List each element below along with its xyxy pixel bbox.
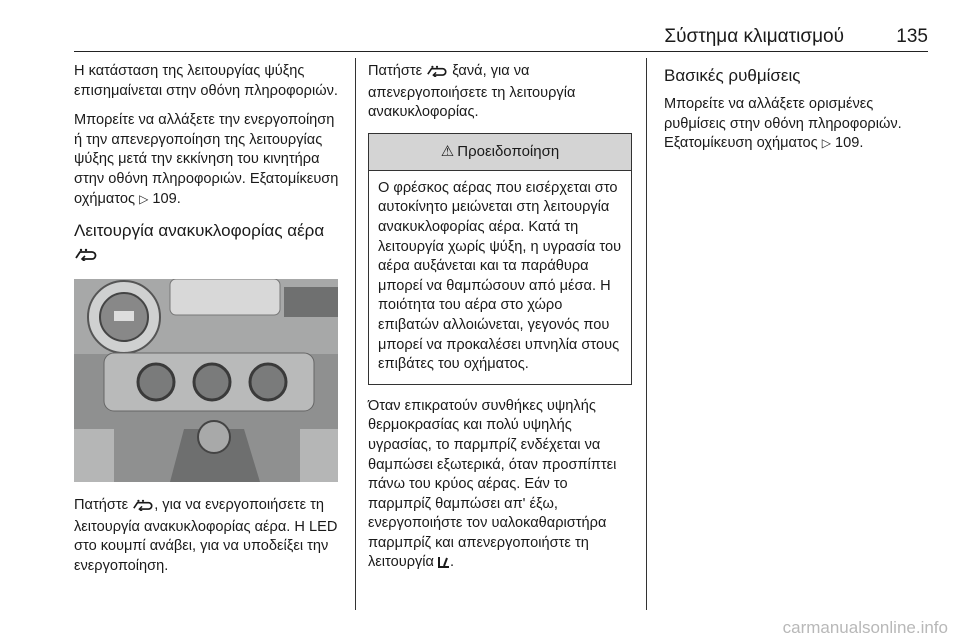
paragraph-text: ξανά, για να απενεργοποιήσετε τη λειτουργία ανακυκλοφορίας. [368,63,576,121]
sentence-end: . [450,554,455,571]
warning-box [368,133,632,385]
paragraph-text: Πατήστε [74,497,129,514]
section-heading [74,219,342,267]
page-reference[interactable]: 109. [835,135,864,152]
xref-arrow-icon: ▷ [821,136,831,151]
paragraph [74,111,342,209]
column-divider [646,58,647,610]
paragraph [368,397,632,575]
paragraph-text: Μπορείτε να αλλάξετε την ενεργοποίηση ή την απενεργοποίηση της λειτουργίας ψύξης μετά την εκκίνηση του κινητήρα στην οθόνη πληροφοριών. Εξατομίκευση οχήματος [74,112,339,207]
page-number: 135 [896,26,928,47]
section-title: Σύστημα κλιματισμού [664,26,844,47]
column-divider [355,58,356,610]
column-middle [368,62,632,585]
header-rule [74,51,928,52]
wiper-icon [438,555,450,575]
paragraph [368,62,632,123]
paragraph-text: , για να ενεργοποιήσετε τη λειτουργία ανακυκλοφορίας αέρα. Η LED στο κουμπί ανάβει, για να υποδείξει την ενεργοποίηση. [74,497,338,574]
climate-control-photo [74,279,338,482]
paragraph-text: Μπορείτε να αλλάξετε ορισμένες ρυθμίσεις στην οθόνη πληροφοριών. Εξατομίκευση οχήματος [664,96,902,152]
page-reference[interactable]: 109. [152,190,181,207]
paragraph-text: Πατήστε [368,63,423,79]
watermark: carmanualsonline.info [782,618,948,637]
heading-text: Λειτουργία ανακυκλοφορίας αέρα [74,221,325,241]
section-heading: Βασικές ρυθμίσεις [664,66,801,85]
column-left [74,62,342,587]
recirculation-icon [74,244,98,267]
paragraph-text: Όταν επικρατούν συνθήκες υψηλής θερμοκρασίας και πολύ υψηλής υγρασίας, το παρμπρίζ ενδέχεται να θαμπώσει εξωτερικά, όταν προσπίπτει πάνω του κρύος αέρας. Εάν το παρμπρίζ θαμπώσει απ' έξω, ενεργοποιήστε τον υαλοκαθαριστήρα παρμπρίζ και απενεργοποιήστε τη λειτουργία [368,397,617,571]
page-header [74,0,928,52]
recirculation-icon [132,498,154,518]
paragraph [664,95,928,154]
warning-title: Προειδοποίηση [457,142,560,160]
xref-arrow-icon: ▷ [139,191,149,206]
paragraph: Η κατάσταση της λειτουργίας ψύξης επισημαίνεται στην οθόνη πληροφοριών. [74,63,338,99]
column-right [664,62,928,164]
paragraph [74,496,342,576]
warning-triangle-icon: ⚠ [440,142,455,160]
warning-header [369,134,631,171]
recirculation-icon [426,64,448,84]
warning-text: Ο φρέσκος αέρας που εισέρχεται στο αυτοκίνητο μειώνεται στη λειτουργία ανακυκλοφορίας αέρα. Κατά τη λειτουργία χωρίς ψύξη, η υγρασία του αέρα αυξάνεται και τα παράθυρα μπορεί να θαμπώσουν από μέσα. Η ποιότητα του αέρα στο χώρο επιβατών αλλοιώνεται, γεγονός που μπορεί να προκαλέσει υπνηλία στους επιβάτες του οχήματος. [378,179,622,373]
